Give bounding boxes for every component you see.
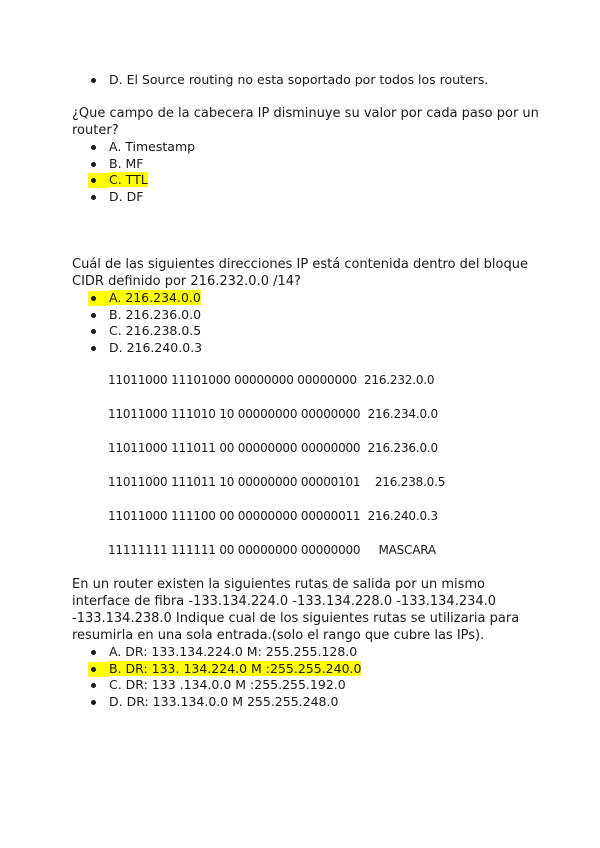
option-item (72, 644, 542, 661)
bullet-icon (91, 195, 96, 200)
binary-row (108, 440, 438, 456)
option-item (72, 156, 542, 173)
option-text: D. El Source routing no esta soportado por todos los routers. (109, 72, 489, 87)
bullet-icon (91, 346, 96, 351)
question-3 (72, 576, 542, 710)
binary-label: 216.234.0.0 (367, 407, 438, 421)
option-item (72, 139, 542, 156)
bullet-icon (91, 145, 96, 150)
binary-row (108, 474, 445, 490)
option-text: B. DR: 133. 134.224.0 M :255.255.240.0 (109, 660, 362, 676)
bullet-icon (91, 329, 96, 334)
binary-label: MASCARA (378, 543, 436, 557)
option-list (72, 644, 542, 710)
option-list (72, 139, 542, 205)
option-item-highlighted (72, 290, 542, 307)
bullet-icon (91, 667, 96, 672)
option-item (72, 340, 542, 357)
option-item (72, 694, 542, 711)
option-item (72, 323, 542, 340)
option-text: A. Timestamp (109, 139, 196, 154)
option-text: C. TTL (109, 172, 148, 187)
option-item-highlighted (72, 661, 542, 678)
bullet-icon (91, 683, 96, 688)
bullet-icon (91, 700, 96, 705)
option-item (72, 307, 542, 324)
binary-bits: 11011000 111011 10 00000000 00000101 (108, 475, 361, 489)
binary-bits: 11011000 111100 00 00000000 00000011 (108, 509, 361, 523)
bullet-icon (91, 162, 96, 167)
bullet-icon (91, 313, 96, 318)
question-1 (72, 105, 542, 205)
binary-bits: 11011000 11101000 00000000 00000000 (108, 373, 357, 387)
question-text: En un router existen la siguientes rutas de salida por un mismo interface de fibra -133.134.224.0 -133.134.228.0 -133.134.234.0 -133.134.238.0 Indique cual de los siguientes rutas se utilizaria para resumirla en una sola entrada.(solo el rango que cubre las IPs). (72, 577, 520, 643)
bullet-icon (91, 296, 96, 301)
option-item (72, 189, 542, 206)
binary-bits: 11011000 111011 00 00000000 00000000 (108, 441, 361, 455)
option-item (72, 677, 542, 694)
bullet-icon (91, 78, 96, 83)
option-list (72, 290, 542, 356)
question-2 (72, 256, 542, 356)
option-text: B. 216.236.0.0 (109, 306, 202, 322)
binary-label: 216.238.0.5 (374, 475, 446, 489)
binary-row (108, 406, 438, 422)
previous-question-tail (72, 72, 542, 89)
bullet-icon (91, 178, 96, 183)
option-text: C. 216.238.0.5 (109, 323, 202, 338)
option-text: A. 216.234.0.0 (109, 290, 201, 305)
bullet-icon (91, 650, 96, 655)
option-text: D. DR: 133.134.0.0 M 255.255.248.0 (109, 693, 339, 709)
binary-row (108, 542, 436, 558)
binary-label: 216.240.0.3 (367, 509, 438, 523)
option-item-highlighted (72, 172, 542, 189)
option-item (72, 72, 542, 89)
binary-label: 216.232.0.0 (364, 373, 435, 387)
option-text: D. 216.240.0.3 (109, 339, 203, 355)
binary-bits: 11111111 111111 00 00000000 00000000 (108, 543, 361, 557)
option-text: D. DF (109, 188, 144, 204)
option-text: B. MF (109, 155, 144, 171)
question-text: Cuál de las siguientes direcciones IP está contenida dentro del bloque CIDR definido por 216.232.0.0 /14? (72, 257, 528, 289)
binary-bits: 11011000 111010 10 00000000 00000000 (108, 407, 361, 421)
binary-label: 216.236.0.0 (367, 441, 438, 455)
option-list (72, 72, 542, 89)
question-text: ¿Que campo de la cabecera IP disminuye su valor por cada paso por un router? (72, 106, 539, 138)
option-text: C. DR: 133 .134.0.0 M :255.255.192.0 (109, 677, 346, 692)
option-text: A. DR: 133.134.224.0 M: 255.255.128.0 (109, 644, 358, 659)
binary-row (108, 508, 438, 524)
binary-row (108, 372, 434, 388)
